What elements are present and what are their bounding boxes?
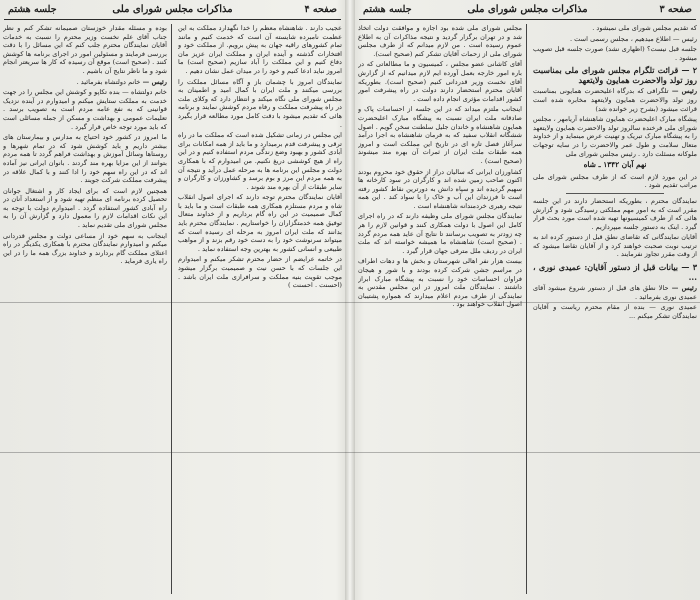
header-rule bbox=[359, 19, 696, 20]
paragraph: اینجانب به سهم خود از مساعی دولت و مجلس قدردانی میکنم و امیدوارم نمایندگان محترم با همکاری یکدیگر در راه اعتلای مملکت گام بردارند و خداوند بزرگ همه ما را در این راه یاری فرماید . bbox=[3, 231, 167, 266]
left-page-header bbox=[4, 2, 341, 18]
left-page bbox=[0, 0, 345, 600]
page-number: صفحه ۳ bbox=[659, 4, 692, 15]
speaker-paragraph bbox=[3, 78, 167, 87]
column-divider bbox=[171, 24, 172, 594]
paragraph: نمایندگان امروز با چشمان باز و آگاه مسائل مملکت را بررسی میکنند و ملت ایران با کمال امید و اطمینان به مجلس شورای ملی نگاه میکند و انتظار دارد که وکلای ملت در راه پیشرفت مملکت و رفاه مردم کوشش نمایند و برنامه هائی که تقدیم میشود با دقت کامل مورد مطالعه قرار بگیرد . bbox=[178, 77, 342, 129]
paragraph: رئیس — اطلاع میدهیم ، مجلس رسمی است . bbox=[569, 34, 697, 43]
paragraph: در خاتمه عرایضم از حضار محترم تشکر میکنم و امیدوارم این جلسات که با حسن نیت و صمیمیت برگزار میشود موجب تقویت بنیه مملکت و سرافرازی ملت ایران باشد . (احسنت . احسنت ) bbox=[178, 255, 342, 290]
separator-rule bbox=[566, 193, 664, 194]
paragraph: جلسه قبل نیست؟ (اظهاری نشد) صورت جلسه قبل تصویب میشود . bbox=[533, 45, 697, 62]
paragraph: این مجلس در زمانی تشکیل شده است که مملکت ما در راه ترقی و پیشرفت قدم برمیدارد و ما باید از همه امکانات برای آبادی کشور و بهبود وضع زندگی مردم استفاده کنیم و در این راه از هیچ کوششی دریغ نکنیم. من امیدوارم که با همکاری دولت و مجلس این برنامه ها به مرحله عمل درآید و نتیجه آن به همه مردم این مرز و بوم برسد و کشاورزان و کارگران و سایر طبقات از آن بهره مند شوند . bbox=[178, 131, 342, 191]
paragraph: آقایان نمایندگان محترم توجه دارند که اجرای اصول انقلاب شاه و مردم مستلزم همکاری همه طبقات است و ما باید با کمال صمیمیت در این راه گام برداریم و از خداوند متعال توفیق همه خدمتگزاران را خواستاریم . نمایندگان محترم باید بدانند که ملت ایران امروز به مرحله ای رسیده است که میتواند سرنوشت خود را به دست خود رقم بزند و از مواهب طبیعی و انسانی کشور به بهترین وجه استفاده نماید . bbox=[178, 193, 342, 253]
paragraph: آقای کاشانی عضو مجلس ، کمیسیون و ما مطالعاتی که در باره امور خارجه بعمل آورده ایم لازم میدانیم که از گزارش آقای نخست وزیر قدردانی کنیم (صحیح است). بطوریکه آقایان محترم استحضار دارند دولت در راه پیشرفت امور کشور اقدامات مؤثری انجام داده است . bbox=[358, 60, 522, 103]
session-label: جلسه هشتم bbox=[8, 4, 57, 15]
speaker-text: حالا نطق های قبل از دستور شروع میشود آقای عمیدی نوری بفرمائید . bbox=[533, 284, 697, 301]
left-page-right-column bbox=[178, 24, 342, 596]
paragraph: که تقدیم مجلس شورای ملی نمیشود . bbox=[592, 24, 697, 32]
paragraph: آقایان نمایندگانی که تقاضای نطق قبل از دستور کرده اند به ترتیب نوبت صحبت خواهند کرد و از آقایان تقاضا میشود که از وقت مقرر تجاوز نفرمایند . bbox=[533, 233, 697, 259]
speaker-label: رئیس — bbox=[668, 284, 697, 293]
page-number: صفحه ۴ bbox=[304, 4, 337, 15]
speaker-paragraph bbox=[533, 284, 697, 301]
paragraph: بوده و مسئله مقدار خوزستان صمیمانه تشکر کنم و نظر جناب آقای علم نخست وزیر محترم را نسبت به خدمات آقایان نمایندگان محترم جلب کنم که این مسائل را با دقت بررسی فرمایند و مسئولین امور در اجرای برنامه ها کوشش کنند . (صحیح است) موقع آن رسیده که کار ها سریعتر انجام شود و ما ناظر نتایج آن باشیم . bbox=[3, 24, 167, 75]
paragraph: پیشگاه مبارک اعلیحضرت همایون شاهنشاه آریامهر ، مجلس شورای ملی فرخنده سالروز تولد والاحضرت همایون ولایتعهد را به پیشگاه مبارک تبریک و تهنیت عرض مینماید و از خداوند متعال سلامت و طول عمر والاحضرت را در سایه توجهات ملوکانه مسئلت دارد . رئیس مجلس شورای ملی bbox=[533, 115, 697, 158]
speaker-label: رئیس — bbox=[140, 77, 167, 86]
left-page-left-column bbox=[3, 24, 167, 596]
right-page-left-column bbox=[358, 24, 522, 596]
paper-fold-line bbox=[0, 302, 700, 303]
paragraph: بیست هزار نفر اهالی شهرستان و بخش ها و دهات اطراف در مراسم جشن شرکت کرده بودند و با شور و هیجان فراوان احساسات خود را نسبت به پیشگاه مبارک ابراز داشتند . نمایندگان ملت امروز در این مجلس مقدس به نمایندگی از طرف مردم اعلام میدارند که همواره پشتیبان اصول انقلاب خواهند بود . bbox=[358, 257, 522, 309]
paragraph: ما امروز در کشور خود احتیاج به مدارس و بیمارستان های بیشتر داریم و باید کوشش شود که در تمام شهرها و روستاها وسائل آموزش و بهداشت فراهم گردد تا همه مردم بتوانند از این مزایا بهره مند گردند . بانوان ایرانی نیز آماده اند که در این راه سهم خود را ادا کنند و با کمال علاقه در پیشرفت مملکت شرکت جویند . bbox=[3, 133, 167, 185]
speaker-text: تلگرافی که بدرگاه اعلیحضرت همایونی بمناسبت روز تولد والاحضرت همایون ولایتعهد مخابره شده است قرائت میشود (بشرح زیر خوانده شد) bbox=[533, 87, 697, 113]
header-rule bbox=[4, 19, 341, 20]
speaker-paragraph bbox=[533, 87, 697, 113]
right-page-header bbox=[359, 2, 696, 18]
paragraph: مجلس شورای ملی شده بود اجازه و موافقت دولت اتخاذ شد و در تهران برگزار گردید و نتیجه مذاکرات آن به اطلاع عموم رسیده است . من لازم میدانم که از طرف مجلس شورای ملی از زحمات آقایان تشکر کنم (صحیح است). bbox=[358, 24, 522, 58]
section-heading: ۲ — قرائت تلگرام مجلس شورای ملی بمناسبت روز تولد والاحضرت همایون ولایتعهد bbox=[533, 65, 697, 86]
paragraph: نمایندگان مجلس شورای ملی وظیفه دارند که در راه اجرای کامل این اصول با دولت همکاری کنند و قوانین لازم را هر چه زودتر به تصویب برسانند تا نتایج آن عاید همه مردم گردد . (صحیح است) شاهنشاه ما همیشه خواسته اند که ملت ایران در ردیف ملل مترقی جهان قرار گیرد . bbox=[358, 212, 522, 255]
binding-gutter bbox=[345, 0, 355, 600]
speaker-label: رئیس — bbox=[668, 87, 697, 96]
session-label: جلسه هشتم bbox=[363, 4, 412, 15]
paragraph: کشاورزان ایرانی که سالیان دراز از حقوق خود محروم بودند اکنون صاحب زمین شده اند و کارگران در سود کارخانه ها سهیم گردیده اند و سپاه دانش به دورترین نقاط کشور رفته است تا فرزندان این آب و خاک را با سواد کند . این همه نتیجه رهبری خردمندانه شاهنشاه است . bbox=[358, 167, 522, 210]
paragraph: همچنین لازم است که برای ایجاد کار و اشتغال جوانان تحصیل کرده برنامه ای منظم تهیه شود و از استعداد آنان در راه آبادی کشور استفاده گردد . امیدوارم دولت با توجه به این نکات اقدامات لازم را معمول دارد و گزارش آن را به مجلس شورای ملی تقدیم نماید . bbox=[3, 186, 167, 230]
section-heading: ۳ — بیانات قبل از دستور آقایان: عمیدی نوری ، ... bbox=[533, 262, 697, 283]
paper-fold-line bbox=[0, 452, 700, 453]
paragraph: نمایندگان محترم ، بطوریکه استحضار دارند در این جلسه مقرر است که به امور مهم مملکتی رسیدگی شود و گزارش هائی که از طرف کمیسیونها تهیه شده است مورد بحث قرار گیرد . اینک به دستور جلسه میپردازیم . bbox=[533, 196, 697, 231]
paragraph: خانم دولتشاه — بنده تکاپو و کوشش این مجلس را در جهت خدمت به مملکت ستایش میکنم و امیدوارم در آینده نزدیک قوانینی که به نفع عامه مردم است به تصویب برسد . تعلیمات عمومی و بهداشت و مسکن از جمله مسائلی است که باید مورد توجه خاص قرار گیرد . bbox=[3, 88, 167, 131]
running-title: مذاکرات مجلس شورای ملی bbox=[112, 4, 233, 15]
paragraph: عجیب دارند . شاهنشاه معظم را خدا نگهدارد مملکت به این عظمت نامبرده شایسته آن است که خدمت کنیم و مانند تمام کشورهای راقیه جهان به پیش برویم. از مملکت خود و افتخارات گذشته و آینده ایران و مملکت ایران عزیز مان دفاع کنیم و این مملکت را آباد سازیم (صحیح است) ما امروز نباید ادعا کنیم و خود را در میدان عمل نشان دهیم . bbox=[178, 24, 342, 75]
date-line: نهم آبان ۱۳۴۲ ـ شاه bbox=[583, 160, 647, 170]
running-title: مذاکرات مجلس شورای ملی bbox=[467, 4, 588, 15]
paragraph: عمیدی نوری — بنده از مقام محترم ریاست و آقایان نمایندگان تشکر میکنم ... bbox=[533, 303, 697, 320]
column-divider bbox=[526, 24, 527, 594]
right-page bbox=[355, 0, 700, 600]
right-page-right-column bbox=[533, 24, 697, 596]
paragraph: اینجانب ملتزم میداند که در این جلسه از احساسات پاک و صادقانه ملت ایران نسبت به پیشگاه مبارک اعلیحضرت همایون شاهنشاه و خاندان جلیل سلطنت سخن گویم . اصول ششگانه انقلاب سفید که به فرمان شاهنشاه به اجرا درآمد سرآغاز فصل تازه ای در تاریخ این مملکت است و امروز همه طبقات ملت ایران از ثمرات آن بهره مند میشوند (صحیح است) . bbox=[358, 105, 522, 165]
paragraph: در این مورد لازم است که از طرف مجلس شورای ملی مراتب تقدیم شود . bbox=[533, 172, 697, 190]
speaker-text: خانم دولتشاه بفرمائید . bbox=[76, 77, 141, 86]
